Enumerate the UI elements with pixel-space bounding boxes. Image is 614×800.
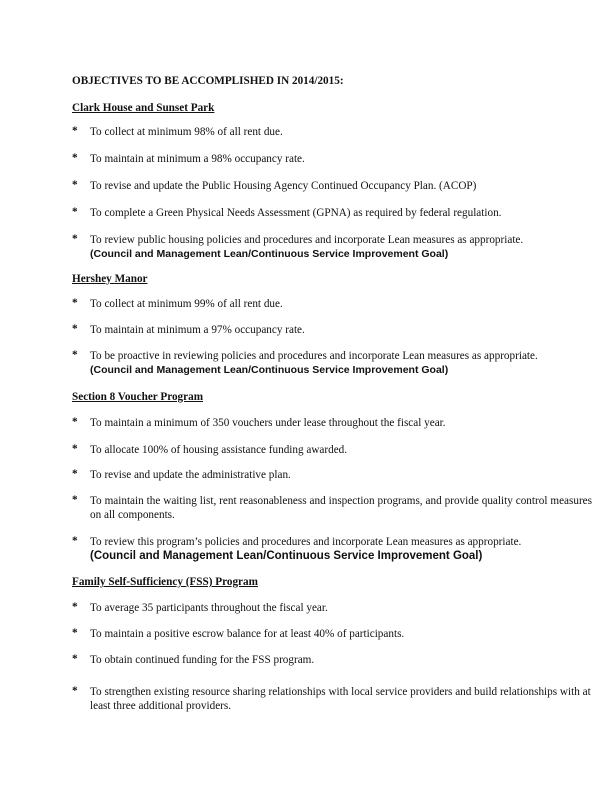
item-text: To maintain a positive escrow balance for at least 40% of participants. bbox=[90, 628, 405, 640]
bullet-icon: * bbox=[72, 323, 78, 335]
page-title: OBJECTIVES TO BE ACCOMPLISHED IN 2014/2015: bbox=[72, 75, 344, 87]
item-text: To maintain the waiting list, rent reasonableness and inspection programs, and provide quality control measures on all components. bbox=[90, 495, 592, 521]
bullet-icon: * bbox=[72, 206, 78, 218]
item-text: To allocate 100% of housing assistance funding awarded. bbox=[90, 444, 348, 456]
item-text: To complete a Green Physical Needs Assessment (GPNA) as required by federal regulation. bbox=[90, 207, 502, 219]
list-item bbox=[72, 468, 592, 482]
bullet-icon: * bbox=[72, 468, 78, 480]
list-item bbox=[72, 653, 592, 667]
bullet-icon: * bbox=[72, 685, 78, 697]
item-text: To maintain at minimum a 98% occupancy rate. bbox=[90, 153, 305, 165]
item-text: To collect at minimum 99% of all rent due. bbox=[90, 298, 283, 310]
list-item bbox=[72, 601, 592, 615]
goal-note: (Council and Management Lean/Continuous Service Improvement Goal) bbox=[90, 248, 449, 260]
goal-note: (Council and Management Lean/Continuous Service Improvement Goal) bbox=[90, 364, 449, 376]
list-item bbox=[72, 152, 592, 166]
bullet-icon: * bbox=[72, 152, 78, 164]
list-item bbox=[72, 206, 592, 220]
bullet-icon: * bbox=[72, 416, 78, 428]
list-item bbox=[72, 443, 592, 457]
bullet-icon: * bbox=[72, 179, 78, 191]
list-item bbox=[72, 349, 592, 377]
item-text: To collect at minimum 98% of all rent due. bbox=[90, 126, 283, 138]
bullet-icon: * bbox=[72, 601, 78, 613]
item-text: To revise and update the Public Housing Agency Continued Occupancy Plan. (ACOP) bbox=[90, 180, 477, 192]
list-item bbox=[72, 233, 592, 261]
bullet-icon: * bbox=[72, 627, 78, 639]
bullet-icon: * bbox=[72, 443, 78, 455]
item-text: To review public housing policies and procedures and incorporate Lean measures as appropriate. bbox=[90, 234, 524, 246]
item-text: To maintain at minimum a 97% occupancy rate. bbox=[90, 324, 305, 336]
goal-note: (Council and Management Lean/Continuous Service Improvement Goal) bbox=[90, 550, 483, 562]
item-text: To review this program’s policies and procedures and incorporate Lean measures as appropriate. bbox=[90, 536, 522, 548]
bullet-icon: * bbox=[72, 349, 78, 361]
list-item bbox=[72, 416, 592, 430]
bullet-icon: * bbox=[72, 494, 78, 506]
bullet-icon: * bbox=[72, 297, 78, 309]
item-text: To strengthen existing resource sharing relationships with local service providers and build relationships with at least three additional providers. bbox=[90, 686, 591, 712]
list-item bbox=[72, 179, 592, 193]
item-text: To revise and update the administrative plan. bbox=[90, 469, 291, 481]
section-heading-clark-house: Clark House and Sunset Park bbox=[72, 102, 215, 114]
list-item bbox=[72, 297, 592, 311]
list-item bbox=[72, 535, 592, 563]
list-item bbox=[72, 494, 592, 522]
section-heading-section-8: Section 8 Voucher Program bbox=[72, 391, 204, 403]
item-text: To maintain a minimum of 350 vouchers under lease throughout the fiscal year. bbox=[90, 417, 446, 429]
list-item bbox=[72, 627, 592, 641]
list-item bbox=[72, 125, 592, 139]
item-text: To be proactive in reviewing policies and procedures and incorporate Lean measures as appropriate. bbox=[90, 350, 538, 362]
bullet-icon: * bbox=[72, 535, 78, 547]
section-heading-hershey-manor: Hershey Manor bbox=[72, 273, 148, 285]
list-item bbox=[72, 685, 592, 713]
bullet-icon: * bbox=[72, 653, 78, 665]
bullet-icon: * bbox=[72, 125, 78, 137]
list-item bbox=[72, 323, 592, 337]
bullet-icon: * bbox=[72, 233, 78, 245]
item-text: To average 35 participants throughout the fiscal year. bbox=[90, 602, 328, 614]
item-text: To obtain continued funding for the FSS program. bbox=[90, 654, 315, 666]
section-heading-fss: Family Self-Sufficiency (FSS) Program bbox=[72, 576, 258, 588]
